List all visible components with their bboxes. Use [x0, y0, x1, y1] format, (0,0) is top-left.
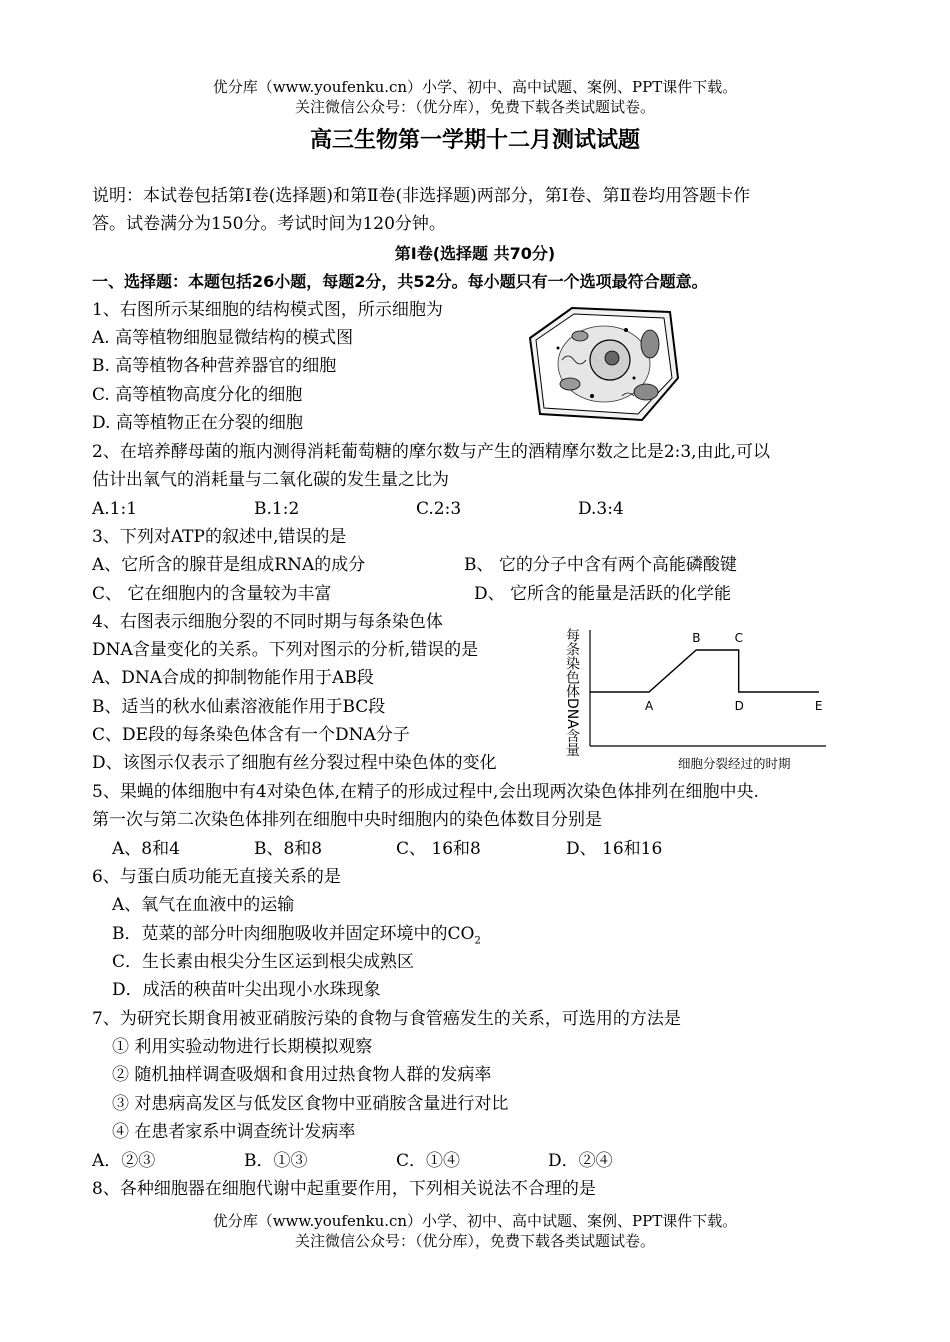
graph-y-label: 每条染色体DNA含量 [564, 628, 580, 757]
q2-option-d: D.3:4 [578, 499, 624, 519]
q3-option-b: B、 它的分子中含有两个高能磷酸键 [464, 555, 737, 575]
q1-option-d: D. 高等植物正在分裂的细胞 [92, 413, 303, 433]
q5-option-a: A、8和4 [112, 839, 180, 859]
part1-title: 第Ⅰ卷(选择题 共70分) [394, 244, 556, 263]
q3-option-d: D、 它所含的能量是活跃的化学能 [474, 584, 732, 604]
q7-item-1: ① 利用实验动物进行长期模拟观察 [112, 1037, 373, 1057]
q4-stem-2: DNA含量变化的关系。下列对图示的分析,错误的是 [92, 640, 479, 660]
q2-stem-2: 估计出氧气的消耗量与二氧化碳的发生量之比为 [92, 470, 449, 490]
q1-stem: 1、右图所示某细胞的结构模式图，所示细胞为 [92, 300, 443, 320]
plant-cell-illustration [522, 300, 684, 428]
q4-option-a: A、DNA合成的抑制物能作用于AB段 [92, 668, 374, 688]
footer-line-1: 优分库（www.youfenku.cn）小学、初中、高中试题、案例、PPT课件下载。 [212, 1212, 738, 1230]
q5-stem-2: 第一次与第二次染色体排列在细胞中央时细胞内的染色体数目分别是 [92, 810, 602, 830]
q7-option-a: A．②③ [92, 1151, 156, 1171]
q1-option-b: B. 高等植物各种营养器官的细胞 [92, 356, 337, 376]
intro-line-2: 答。试卷满分为150分。考试时间为120分钟。 [92, 214, 446, 234]
q7-item-2: ② 随机抽样调查吸烟和食用过热食物人群的发病率 [112, 1065, 492, 1085]
q7-option-c: C．①④ [396, 1151, 461, 1171]
dna-content-graph [560, 622, 832, 774]
dna-content-line [590, 650, 819, 692]
q3-option-c: C、 它在细胞内的含量较为丰富 [92, 584, 332, 604]
q1-option-a: A. 高等植物细胞显微结构的模式图 [92, 328, 354, 348]
q6-option-c: C．生长素由根尖分生区运到根尖成熟区 [112, 952, 415, 972]
footer-line-2: 关注微信公众号：（优分库），免费下载各类试题试卷。 [294, 1232, 655, 1250]
q4-option-c: C、DE段的每条染色体含有一个DNA分子 [92, 725, 410, 745]
page-title: 高三生物第一学期十二月测试试题 [309, 127, 640, 153]
q4-option-d: D、该图示仅表示了细胞有丝分裂过程中染色体的变化 [92, 753, 497, 773]
q1-option-c: C. 高等植物高度分化的细胞 [92, 385, 303, 405]
q7-option-d: D．②④ [548, 1151, 613, 1171]
q6-stem: 6、与蛋白质功能无直接关系的是 [92, 867, 341, 887]
q7-option-b: B．①③ [244, 1151, 308, 1171]
graph-point-label-a: A [645, 699, 654, 713]
section-heading: 一、选择题：本题包括26小题，每题2分，共52分。每小题只有一个选项最符合题意。 [92, 272, 708, 291]
q7-item-3: ③ 对患病高发区与低发区食物中亚硝胺含量进行对比 [112, 1094, 509, 1114]
q8-stem: 8、各种细胞器在细胞代谢中起重要作用，下列相关说法不合理的是 [92, 1179, 596, 1199]
q5-option-c: C、 16和8 [396, 839, 481, 859]
header-line-2: 关注微信公众号：（优分库），免费下载各类试题试卷。 [294, 98, 655, 116]
header-line-1: 优分库（www.youfenku.cn）小学、初中、高中试题、案例、PPT课件下载。 [212, 78, 738, 96]
q7-item-4: ④ 在患者家系中调查统计发病率 [112, 1122, 356, 1142]
q5-stem-1: 5、果蝇的体细胞中有4对染色体,在精子的形成过程中,会出现两次染色体排列在细胞中央. [92, 782, 759, 802]
q7-stem: 7、为研究长期食用被亚硝胺污染的食物与食管癌发生的关系，可选用的方法是 [92, 1009, 681, 1029]
q2-option-a: A.1:1 [92, 499, 138, 519]
q6-option-a: A、氧气在血液中的运输 [112, 895, 295, 915]
q5-option-d: D、 16和16 [566, 839, 663, 859]
q2-stem-1: 2、在培养酵母菌的瓶内测得消耗葡萄糖的摩尔数与产生的酒精摩尔数之比是2:3,由此,可以 [92, 442, 770, 462]
intro-line-1: 说明：本试卷包括第Ⅰ卷(选择题)和第Ⅱ卷(非选择题)两部分，第Ⅰ卷、第Ⅱ卷均用答题卡作 [92, 186, 751, 206]
q4-stem-1: 4、右图表示细胞分裂的不同时期与每条染色体 [92, 612, 443, 632]
q6-option-b-text: B．苋菜的部分叶肉细胞吸收并固定环境中的CO [112, 924, 475, 944]
q6-option-b [112, 924, 481, 951]
graph-x-label: 细胞分裂经过的时期 [678, 756, 791, 771]
graph-point-label-d: D [734, 699, 744, 713]
q3-stem: 3、下列对ATP的叙述中,错误的是 [92, 527, 347, 547]
q3-option-a: A、它所含的腺苷是组成RNA的成分 [92, 555, 366, 575]
q2-option-b: B.1:2 [254, 499, 300, 519]
q6-option-b-subscript: 2 [474, 935, 481, 947]
graph-point-label-c: C [734, 631, 744, 645]
q2-option-c: C.2:3 [416, 499, 462, 519]
q5-option-b: B、8和8 [254, 839, 323, 859]
graph-point-label-b: B [692, 631, 701, 645]
q6-option-d: D．成活的秧苗叶尖出现小水珠现象 [112, 980, 381, 1000]
graph-point-label-e: E [814, 699, 823, 713]
q4-option-b: B、适当的秋水仙素溶液能作用于BC段 [92, 697, 386, 717]
